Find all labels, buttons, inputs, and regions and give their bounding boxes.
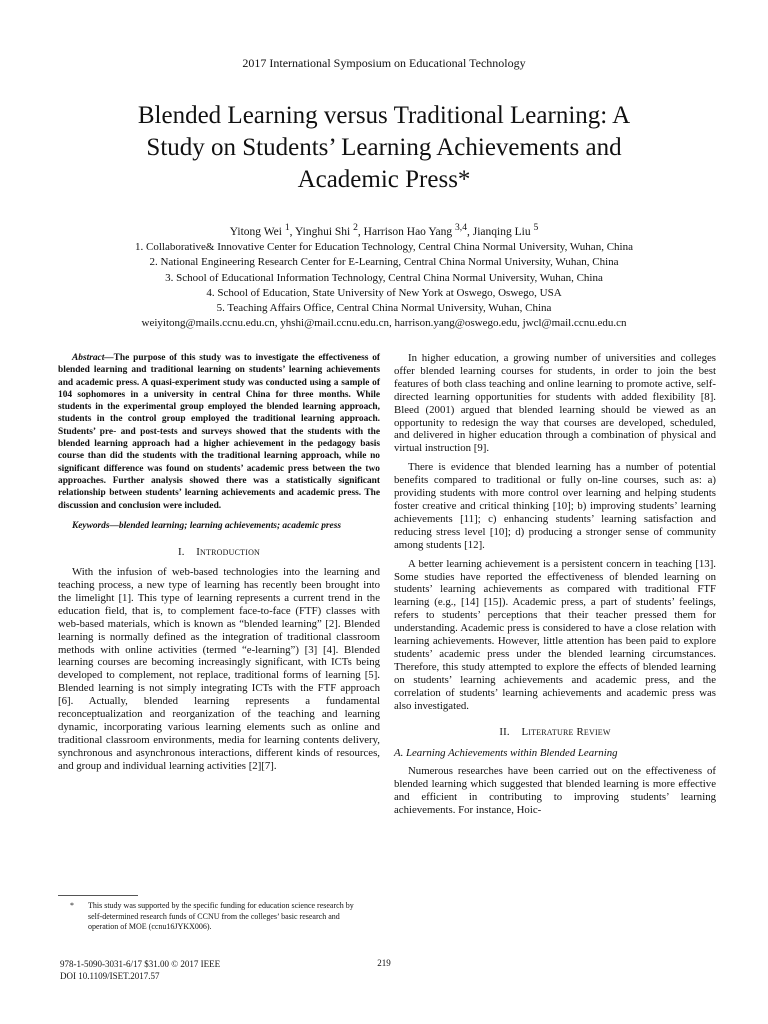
author-separator: , [467,225,473,238]
affiliation-line: 1. Collaborative& Innovative Center for Education Technology, Central China Normal University, Wuhan, China [135,241,633,253]
abstract-label: Abstract— [72,353,114,363]
intro-paragraph: With the infusion of web-based technologies into the learning and teaching process, a new type of learning has recently been brought into the limelight [1]. This type of learning represents a current trend in the education field, that is, to complement face-to-face (FTF) classes with web-based materials, which is known as “blended learning” [2]. Blended learning is normally defined as the integration of traditional classroom methods with online activities (termed “e-learning”) [3] [4]. Blended learning courses are becoming increasingly significant, with ICTs being developed to complement, not replace, traditional forms of learning [5]. Blended learning is not simply integrating ICTs with the FTF approach [6]. Actually, blended learning represents a fundamental reconceptualization and reorganization of the teaching and learning dynamic, incorporating various learning elements such as online and traditional classroom environments, media for learning contents delivery, synchronous and asynchronous interactions, different kinds of resources, and group and individual learning activities [2][7]. [58,566,380,772]
affiliation-list [60,240,708,332]
affiliation-line: 2. National Engineering Research Center for E-Learning, Central China Normal University, Wuhan, China [149,256,619,269]
section-number: I. [177,546,185,559]
author-affil-mark: 5 [533,222,539,233]
author-emails: weiyitong@mails.ccnu.edu.cn, yhshi@mail.ccnu.edu.cn, harrison.yang@oswego.edu, jwcl@mail.ccnu.edu.cn [141,317,627,330]
author-affil-mark: 1 [284,222,290,233]
author-name: Yinghui Shi [294,225,351,238]
author-name: Harrison Hao Yang [363,225,453,238]
footnote-text: This study was supported by the specific funding for education science research by self-determined research funds of CCNU from the colleges’ basic research and operation of MOE (ccnu16JYKX006). [88,901,354,931]
abstract-text: The purpose of this study was to investigate the effectiveness of blended learning and traditional learning on students’ learning achievements and academic press. A quasi-experiment study was conducted using a sample of 104 sophomores in a university in central China for three months. While students in the experimental group employed the blended learning approach, students in the control group employed the traditional learning approach. Students’ pre- and post-tests and surveys showed that the students with the blended learning approach had a higher achievement in the pedagogy basis course than did the students with the traditional learning approach, while no significant difference was found on students’ academic press between the two approaches. Further analysis showed there was a statistically significant relationship between students’ learning achievements and academic press. The discussion and conclusion were included. [58,353,380,511]
footnote-mark: * [70,901,74,910]
paper-title [60,100,708,196]
author-separator: , [357,225,364,238]
author-separator: , [289,225,295,238]
affiliation-line: 4. School of Education, State University of New York at Oswego, Oswego, USA [206,286,562,299]
section-title: Literature Review [521,726,611,739]
page-number: 219 [377,958,391,968]
isbn-line: 978-1-5090-3031-6/17 $31.00 © 2017 IEEE [60,959,221,969]
body-paragraph: A better learning achievement is a persistent concern in teaching [13]. Some studies have reported the effectiveness of blended learning on students’ learning achievements as compared with traditional FTF learning (e.g., [14] [15]). Academic press, a part of students’ feelings, refers to students’ perceptions that their teacher pressed them for understanding. Academic press is considered to have a close relation with learning achievements. However, little attention has been paid to explore students’ academic press under the blended learning circumstances. Therefore, this study attempted to explore the effects of blended learning on students’ learning achievements and academic press, and the correlation of students’ learning achievements and academic press was also investigated. [394,557,716,712]
abstract [58,352,380,512]
footnote-rule [58,895,138,896]
author-affil-mark: 2 [353,222,358,233]
body-paragraph: In higher education, a growing number of universities and colleges offer blended learning courses for students, in order to join the best features of both class teaching and online learning to promote active, self-directed learning opportunities for students with added flexibility [8]. Bleed (2001) argued that blended learning should be viewed as an opportunity to redesign the way that courses are developed, scheduled, and delivered in higher education through a combination of physical and virtual instruction [9]. [394,352,716,455]
body-paragraph: Numerous researches have been carried out on the effectiveness of blended learning which suggested that blended learning is more effective and efficient in contributing to improving students’ learning achievements. For instance, Hoic- [394,765,716,816]
title-line-1: Blended Learning versus Traditional Learning: A [137,102,631,129]
doi-line: DOI 10.1109/ISET.2017.57 [60,971,160,981]
subsection-heading: A. Learning Achievements within Blended Learning [394,747,618,760]
title-line-2: Study on Students’ Learning Achievements and [146,134,622,161]
title-line-3: Academic Press* [297,166,471,193]
keywords [58,520,380,532]
section-heading-introduction [58,546,380,559]
author-affil-mark: 3,4 [455,222,467,233]
affiliation-line: 3. School of Educational Information Technology, Central China Normal University, Wuhan, China [165,271,603,284]
affiliation-line: 5. Teaching Affairs Office, Central China Normal University, Wuhan, China [216,302,552,315]
author-name: Yitong Wei [229,225,282,238]
left-column [58,352,380,779]
author-list [60,222,708,238]
footnote [58,901,358,933]
keywords-text: blended learning; learning achievements; academic press [118,520,341,531]
keywords-label: Keywords— [72,520,119,531]
section-heading-literature-review [394,726,716,739]
conference-name: 2017 International Symposium on Educational Technology [242,56,526,70]
right-column [394,352,716,823]
section-title: Introduction [196,546,261,559]
body-paragraph: There is evidence that blended learning has a number of potential benefits compared to traditional or fully on-line courses, such as: a) providing students with more control over learning and helping students foster creative and critical thinking [10]; b) improving students’ learning achievements [11]; c) enhancing students’ learning satisfaction and reducing stress level [10]; d) producing a stronger sense of community among students [12]. [394,461,716,551]
section-number: II. [499,726,510,739]
author-name: Jianqing Liu [472,225,531,238]
